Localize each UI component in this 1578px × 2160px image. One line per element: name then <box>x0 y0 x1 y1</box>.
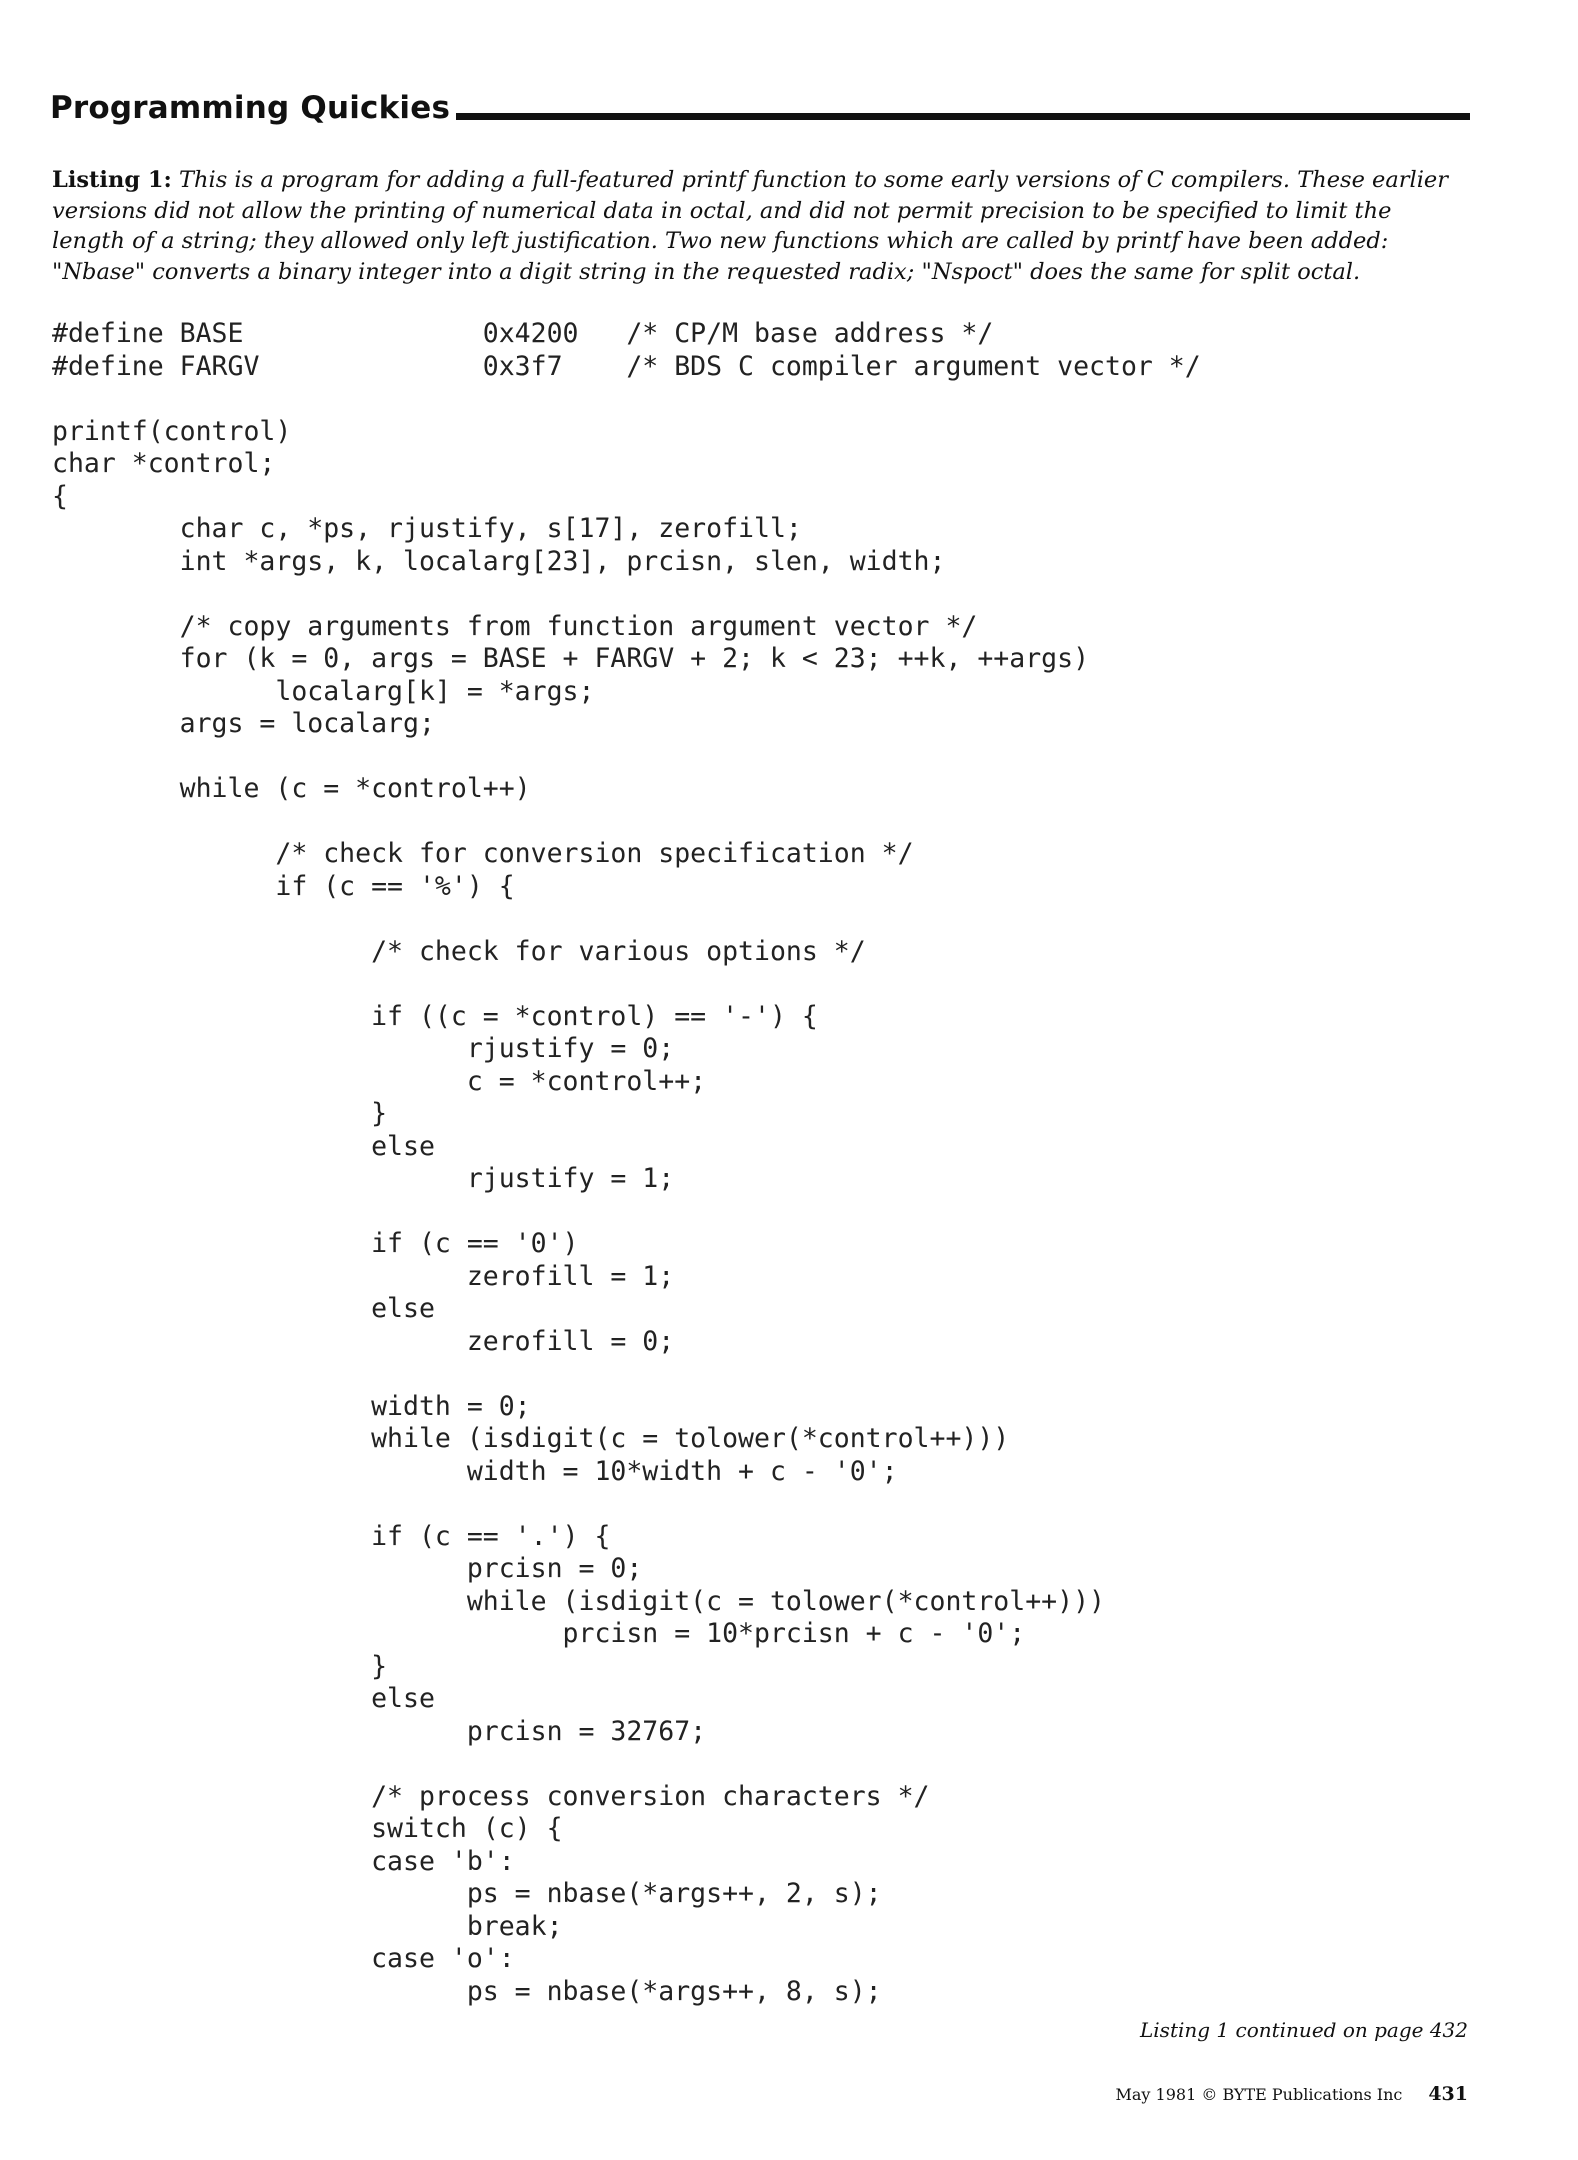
code-listing: #define BASE 0x4200 /* CP/M base address */ #define FARGV 0x3f7 /* BDS C compiler argument vector */ printf(control) char *control; { char c, *ps, rjustify, s[17], zerofill; int *args, k, localarg[23], prcisn, slen, width; /* copy arguments from function argument vector */ for (k = 0, args = BASE + FARGV + 2; k < 23; ++k, ++args) localarg[k] = *args; args = localarg; while (c = *control++) /* check for conversion specification */ if (c == '%') { /* check for various options */ if ((c = *control) == '-') { rjustify = 0; c = *control++; } else rjustify = 1; if (c == '0') zerofill = 1; else zerofill = 0; width = 0; while (isdigit(c = tolower(*control++))) width = 10*width + c - '0'; if (c == '.') { prcisn = 0; while (isdigit(c = tolower(*control++))) prcisn = 10*prcisn + c - '0'; } else prcisn = 32767; /* process conversion characters */ switch (c) { case 'b': ps = nbase(*args++, 2, s); break; case 'o': ps = nbase(*args++, 8, s); <box>52 318 1201 2007</box>
listing-caption <box>52 165 1470 287</box>
caption-text: This is a program for adding a full-featured printf function to some early versions of C compilers. These earlier versions did not allow the printing of numerical data in octal, and did not permit precision to be specified to limit the length of a string; they allowed only left justification. Two new functions which are called by printf have been added: "Nbase" converts a binary integer into a digit string in the requested radix; "Nspoct" does the same for split octal. <box>52 167 1449 285</box>
page-header <box>50 88 1470 128</box>
continued-note: Listing 1 continued on page 432 <box>1140 2018 1468 2042</box>
page-number: 431 <box>1428 2083 1468 2105</box>
caption-label: Listing 1: <box>52 167 172 193</box>
page-footer <box>1116 2083 1469 2105</box>
header-rule <box>456 113 1470 120</box>
footer-date-publisher: May 1981 © BYTE Publications Inc <box>1115 2085 1403 2104</box>
section-title: Programming Quickies <box>50 90 451 126</box>
